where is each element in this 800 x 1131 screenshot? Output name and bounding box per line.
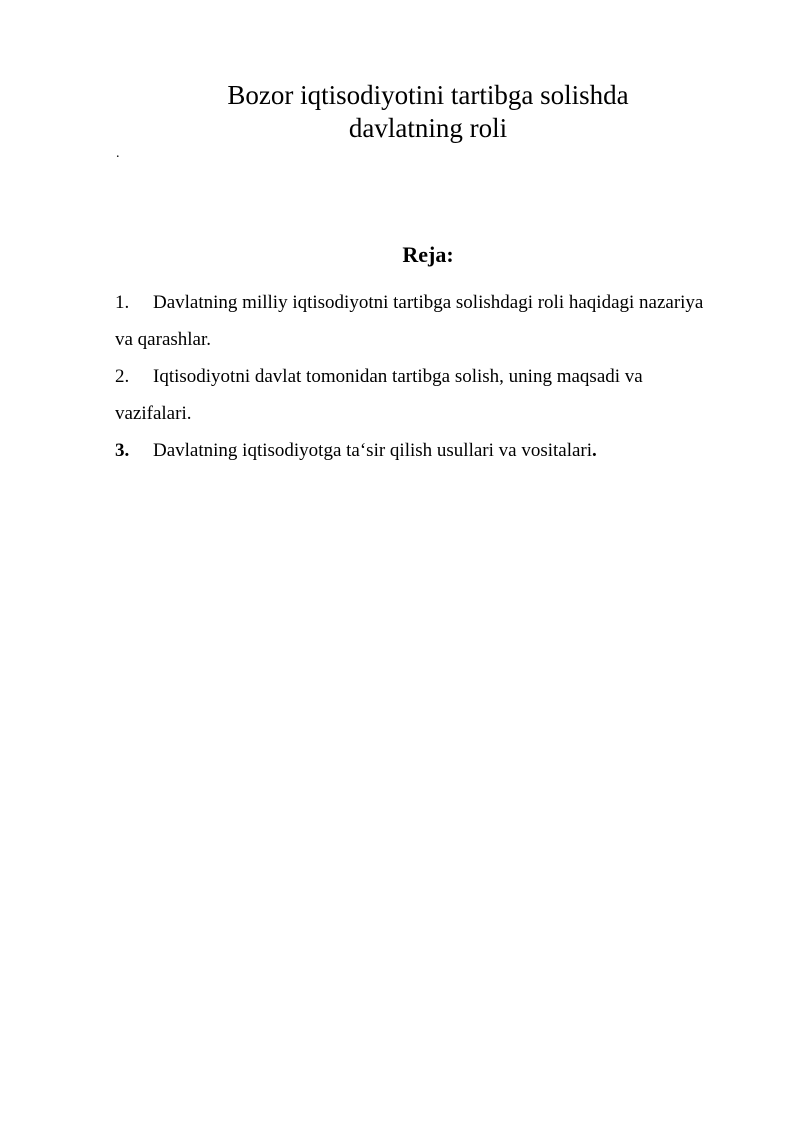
plan-item-number: 2. xyxy=(115,366,130,387)
document-title-line-2: davlatning roli xyxy=(348,113,508,143)
plan-item-number: 1. xyxy=(115,292,130,313)
stray-dot: . xyxy=(116,146,120,161)
plan-item-text: Iqtisodiyotni davlat tomonidan tartibga solish, uning maqsadi va vazifalari. xyxy=(115,366,643,424)
plan-item-text: Davlatning milliy iqtisodiyotni tartibga solishdagi roli haqidagi nazariya va qarashlar. xyxy=(115,292,704,350)
plan-item-3 xyxy=(115,432,715,469)
plan-item-2 xyxy=(115,358,715,432)
plan-item-number: 3. xyxy=(115,440,130,461)
plan-heading: Reja: xyxy=(402,242,454,267)
plan-item-text: Davlatning iqtisodiyotga taʻsir qilish usullari va vositalari xyxy=(153,440,593,461)
plan-list xyxy=(115,284,715,469)
document-title-line-1: Bozor iqtisodiyotini tartibga solishda xyxy=(227,80,629,110)
plan-item-1 xyxy=(115,284,715,358)
plan-item-end-mark: . xyxy=(592,440,597,461)
